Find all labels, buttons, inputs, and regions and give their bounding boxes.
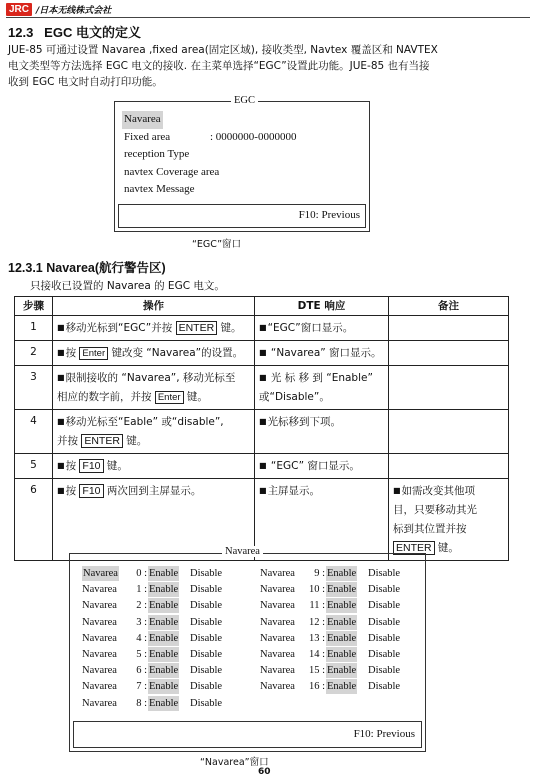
enable-option[interactable]: Enable <box>327 568 357 579</box>
section-heading <box>8 22 141 41</box>
step-dte: ■ “Navarea” 窗口显示。 <box>255 341 389 366</box>
page-number: 60 <box>258 767 271 777</box>
step-operation: ■按 F10 两次回到主屏显示。 <box>53 479 255 561</box>
step-number: 6 <box>15 479 53 561</box>
navarea-number: 10 : <box>308 584 325 596</box>
navarea-label: Navarea <box>260 600 295 612</box>
enable-option[interactable]: Enable <box>327 665 357 677</box>
egc-menu-item-navtex-message[interactable]: navtex Message <box>124 183 195 195</box>
col-header-step: 步骤 <box>15 297 53 316</box>
navarea-label: Navarea <box>82 584 117 596</box>
navarea-label: Navarea <box>82 665 117 677</box>
enable-option[interactable]: Enable <box>327 616 357 628</box>
enable-option[interactable]: Enable <box>149 568 179 579</box>
navarea-label: Navarea <box>83 568 118 579</box>
egc-menu-item-fixed-area[interactable]: Fixed area : 0000000-0000000 <box>124 130 297 143</box>
table-header-row <box>15 297 509 316</box>
step-note <box>389 316 509 341</box>
step-note <box>389 341 509 366</box>
enable-option[interactable]: Enable <box>149 665 179 677</box>
enable-option[interactable]: Enable <box>327 584 357 596</box>
navarea-number: 8 : <box>136 697 147 709</box>
disable-option[interactable]: Disable <box>368 632 401 644</box>
step-number: 3 <box>15 366 53 410</box>
navarea-row <box>82 598 252 613</box>
disable-option[interactable]: Disable <box>368 616 401 628</box>
f10-previous-label: F10: Previous <box>353 728 415 740</box>
enable-option[interactable]: Enable <box>149 616 179 628</box>
paragraph-line: 电文类型等方法选择 EGC 电文的接收. 在主菜单选择“EGC”设置此功能。JUE-85 也有当接 <box>8 60 430 72</box>
disable-option[interactable]: Disable <box>368 568 401 579</box>
navarea-label: Navarea <box>260 616 295 628</box>
page-header <box>6 2 111 16</box>
paragraph-line: JUE-85 可通过设置 Navarea ,fixed area(固定区域), 接收类型, Navtex 覆盖区和 NAVTEX <box>8 44 438 56</box>
navarea-number: 1 : <box>136 584 147 596</box>
navarea-number: 16 : <box>308 681 325 693</box>
enable-option[interactable]: Enable <box>149 697 179 709</box>
navarea-row <box>260 566 430 581</box>
navarea-row <box>260 615 430 630</box>
step-operation: ■移动光标至“Eable” 或“disable”, 并按 ENTER 键。 <box>53 410 255 454</box>
navarea-label: Navarea <box>82 649 117 660</box>
step-number: 4 <box>15 410 53 454</box>
enable-option[interactable]: Enable <box>149 600 179 612</box>
navarea-number: 5 : <box>136 649 147 660</box>
f10-key: F10 <box>79 459 103 473</box>
navarea-label: Navarea <box>260 665 295 677</box>
disable-option[interactable]: Disable <box>190 649 223 660</box>
navarea-label: Navarea <box>82 616 117 628</box>
header-rule <box>6 17 530 18</box>
navarea-row <box>82 663 252 678</box>
table-row <box>15 341 509 366</box>
navarea-label: Navarea <box>82 697 117 709</box>
section-number: 12.3 <box>8 25 34 40</box>
enable-option[interactable]: Enable <box>149 632 179 644</box>
disable-option[interactable]: Disable <box>368 649 401 660</box>
jrc-logo: JRC <box>6 3 32 16</box>
egc-menu <box>124 111 296 199</box>
enter-key: Enter <box>79 347 108 360</box>
step-number: 5 <box>15 454 53 479</box>
enable-option[interactable]: Enable <box>149 649 179 660</box>
navarea-row <box>82 679 252 694</box>
step-dte: ■ “EGC” 窗口显示。 <box>255 454 389 479</box>
step-operation: ■按 Enter 键改变 “Navarea”的设置。 <box>53 341 255 366</box>
navarea-row <box>260 647 430 662</box>
navarea-row <box>82 615 252 630</box>
navarea-number: 4 : <box>136 632 147 644</box>
enter-key: ENTER <box>176 321 218 335</box>
step-note <box>389 366 509 410</box>
subsection-heading: 12.3.1 Navarea(航行警告区) <box>8 261 166 275</box>
navarea-row <box>260 679 430 694</box>
navarea-footer <box>73 721 422 748</box>
navarea-row <box>82 566 252 581</box>
disable-option[interactable]: Disable <box>190 616 223 628</box>
step-dte: ■主屏显示。 <box>255 479 389 561</box>
col-header-note: 备注 <box>389 297 509 316</box>
navarea-number: 0 : <box>136 568 147 579</box>
navarea-number: 3 : <box>136 616 147 628</box>
step-dte: ■“EGC”窗口显示。 <box>255 316 389 341</box>
navarea-label: Navarea <box>82 681 117 693</box>
navarea-row <box>260 598 430 613</box>
navarea-number: 7 : <box>136 681 147 693</box>
navarea-row <box>82 696 252 711</box>
section-title: EGC 电文的定义 <box>44 25 141 40</box>
enable-option[interactable]: Enable <box>149 584 179 596</box>
col-header-operation: 操作 <box>53 297 255 316</box>
disable-option[interactable]: Disable <box>368 600 401 612</box>
paragraph-line: 收到 EGC 电文时自动打印功能。 <box>8 76 163 88</box>
disable-option[interactable]: Disable <box>190 632 223 644</box>
step-operation: ■按 F10 键。 <box>53 454 255 479</box>
navarea-number: 14 : <box>308 649 325 660</box>
step-number: 1 <box>15 316 53 341</box>
disable-option[interactable]: Disable <box>368 665 401 677</box>
navarea-number: 15 : <box>308 665 325 677</box>
step-number: 2 <box>15 341 53 366</box>
egc-window <box>114 95 370 232</box>
navarea-window-caption: “Navarea”窗口 <box>200 757 269 768</box>
navarea-label: Navarea <box>260 568 295 579</box>
table-row <box>15 410 509 454</box>
egc-footer <box>118 204 366 228</box>
navarea-label: Navarea <box>82 632 117 644</box>
navarea-row <box>260 631 430 646</box>
steps-table <box>14 296 509 561</box>
enable-option[interactable]: Enable <box>327 600 357 612</box>
f10-key: F10 <box>79 484 103 498</box>
egc-menu-item-reception-type[interactable]: reception Type <box>124 148 190 160</box>
navarea-row <box>82 631 252 646</box>
navarea-row <box>260 582 430 597</box>
navarea-label: Navarea <box>260 681 295 693</box>
enable-option[interactable]: Enable <box>327 632 357 644</box>
enable-option[interactable]: Enable <box>327 649 357 660</box>
navarea-number: 13 : <box>308 632 325 644</box>
navarea-row <box>82 647 252 662</box>
disable-option[interactable]: Disable <box>190 568 223 579</box>
step-operation: ■移动光标到“EGC”并按 ENTER 键。 <box>53 316 255 341</box>
step-dte: ■光标移到下项。 <box>255 410 389 454</box>
egc-menu-item-navarea[interactable]: Navarea <box>122 111 163 129</box>
egc-window-title: EGC <box>231 95 258 106</box>
navarea-window-title: Navarea <box>222 546 263 557</box>
navarea-number: 2 : <box>136 600 147 612</box>
disable-option[interactable]: Disable <box>190 697 223 709</box>
navarea-label: Navarea <box>260 632 295 644</box>
navarea-row <box>82 582 252 597</box>
disable-option[interactable]: Disable <box>190 665 223 677</box>
company-name: /日本无线株式会社 <box>36 5 112 16</box>
navarea-label: Navarea <box>260 584 295 596</box>
step-operation: ■限制接收的 “Navarea”, 移动光标至 相应的数字前，并按 Enter 键。 <box>53 366 255 410</box>
intro-paragraph <box>8 42 528 90</box>
step-note: ■如需改变其他项 目，只要移动其光 标到其位置并按 ENTER 键。 <box>389 479 509 561</box>
navarea-number: 11 : <box>309 600 325 612</box>
subsection-intro: 只接收已设置的 Navarea 的 EGC 电文。 <box>30 280 225 292</box>
f10-previous-label: F10: Previous <box>298 209 360 221</box>
disable-option[interactable]: Disable <box>368 681 401 693</box>
enter-key: Enter <box>155 391 184 404</box>
col-header-dte: DTE 响应 <box>255 297 389 316</box>
table-row <box>15 454 509 479</box>
step-note <box>389 454 509 479</box>
navarea-label: Navarea <box>260 649 295 660</box>
navarea-number: 6 : <box>136 665 147 677</box>
enable-option[interactable]: Enable <box>327 681 357 693</box>
enter-key: ENTER <box>81 434 123 448</box>
disable-option[interactable]: Disable <box>190 681 223 693</box>
table-row <box>15 316 509 341</box>
enter-key: ENTER <box>393 541 435 555</box>
step-note <box>389 410 509 454</box>
table-row <box>15 366 509 410</box>
disable-option[interactable]: Disable <box>190 584 223 596</box>
enable-option[interactable]: Enable <box>149 681 179 693</box>
disable-option[interactable]: Disable <box>368 584 401 596</box>
navarea-number: 12 : <box>308 616 325 628</box>
egc-menu-item-navtex-coverage[interactable]: navtex Coverage area <box>124 165 220 178</box>
egc-window-caption: “EGC”窗口 <box>192 239 242 250</box>
navarea-number: 9 : <box>314 568 325 579</box>
navarea-row <box>260 663 430 678</box>
navarea-label: Navarea <box>82 600 117 612</box>
disable-option[interactable]: Disable <box>190 600 223 612</box>
step-dte: ■ 光 标 移 到 “Enable” 或“Disable”。 <box>255 366 389 410</box>
fixed-area-value: : 0000000-0000000 <box>210 130 297 143</box>
